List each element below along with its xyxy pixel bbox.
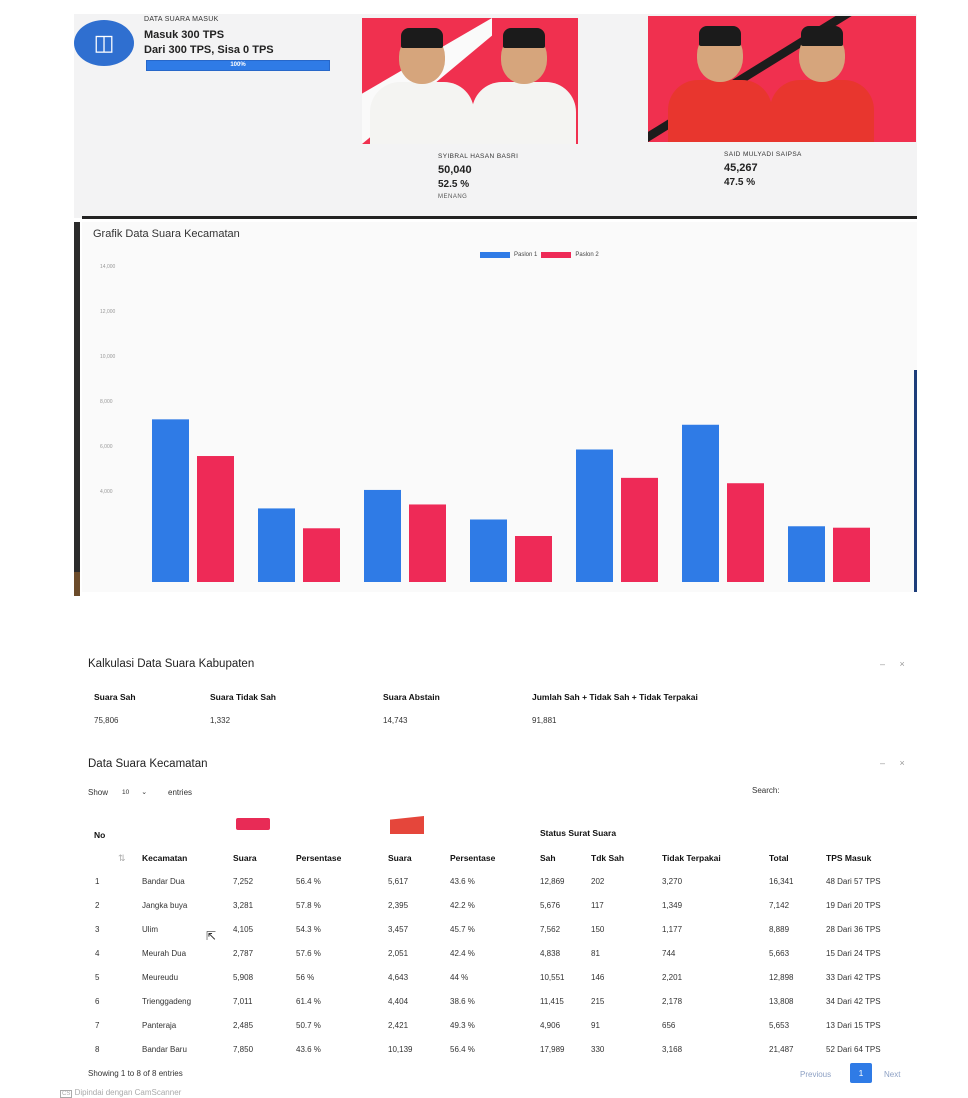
kecamatan-window-controls[interactable]: – × bbox=[880, 758, 911, 768]
pagination-previous[interactable]: Previous bbox=[800, 1070, 832, 1079]
table-cell-r8-c6: 17,989 bbox=[540, 1045, 565, 1054]
column-header-2[interactable]: Persentase bbox=[296, 853, 342, 863]
header-divider bbox=[82, 216, 917, 219]
mouse-cursor-icon: ⇱ bbox=[206, 929, 217, 943]
bar-bandar-dua-paslon-1[interactable] bbox=[152, 419, 189, 582]
pagination-next[interactable]: Next bbox=[884, 1070, 901, 1079]
table-cell-r4-c7: 81 bbox=[591, 949, 600, 958]
kalkulasi-header-jumlah: Jumlah Sah + Tidak Sah + Tidak Terpakai bbox=[532, 692, 698, 702]
table-cell-r3-c7: 150 bbox=[591, 925, 605, 934]
table-cell-r7-c2: 2,485 bbox=[233, 1021, 254, 1030]
table-cell-r2-c4: 2,395 bbox=[388, 901, 409, 910]
table-cell-r5-c7: 146 bbox=[591, 973, 605, 982]
table-cell-r6-c4: 4,404 bbox=[388, 997, 409, 1006]
table-cell-r5-c6: 10,551 bbox=[540, 973, 565, 982]
table-cell-r1-c3: 56.4 % bbox=[296, 877, 321, 886]
table-cell-r5-c10: 33 Dari 42 TPS bbox=[826, 973, 881, 982]
table-cell-r2-c7: 117 bbox=[591, 901, 604, 910]
vote-bar-chart bbox=[82, 240, 917, 590]
table-cell-r8-c5: 56.4 % bbox=[450, 1045, 475, 1054]
y-tick-label-1: 12,000 bbox=[100, 309, 116, 315]
column-header-0[interactable]: Kecamatan bbox=[142, 853, 188, 863]
table-cell-r4-c8: 744 bbox=[662, 949, 676, 958]
entries-select[interactable] bbox=[122, 786, 162, 798]
table-cell-r3-c1: Ulim bbox=[142, 925, 158, 934]
column-header-4[interactable]: Persentase bbox=[450, 853, 496, 863]
table-cell-r8-c0: 8 bbox=[95, 1045, 100, 1054]
table-cell-r5-c4: 4,643 bbox=[388, 973, 409, 982]
paslon-1-thumbnail bbox=[236, 818, 270, 830]
table-cell-r8-c8: 3,168 bbox=[662, 1045, 683, 1054]
table-cell-r8-c3: 43.6 % bbox=[296, 1045, 321, 1054]
legend-label-paslon-1[interactable]: Paslon 1 bbox=[514, 252, 538, 258]
photo-edge-tip bbox=[74, 572, 80, 596]
kalkulasi-header-sah: Suara Sah bbox=[94, 692, 136, 702]
status-surat-suara-header: Status Surat Suara bbox=[540, 828, 617, 838]
candidate-2-name: SAID MULYADI SAIPSA bbox=[724, 151, 802, 158]
show-label: Show bbox=[88, 788, 109, 797]
table-cell-r7-c1: Panteraja bbox=[142, 1021, 177, 1030]
table-cell-r7-c4: 2,421 bbox=[388, 1021, 409, 1030]
y-tick-label-0: 14,000 bbox=[100, 264, 116, 270]
chevron-down-icon: ⌄ bbox=[141, 789, 148, 796]
table-cell-r6-c10: 34 Dari 42 TPS bbox=[826, 997, 881, 1006]
kalkulasi-value-abstain: 14,743 bbox=[383, 716, 408, 725]
showing-entries-text: Showing 1 to 8 of 8 entries bbox=[88, 1069, 183, 1078]
table-cell-r4-c6: 4,838 bbox=[540, 949, 561, 958]
table-cell-r2-c9: 7,142 bbox=[769, 901, 790, 910]
table-cell-r1-c4: 5,617 bbox=[388, 877, 409, 886]
table-cell-r3-c3: 54.3 % bbox=[296, 925, 321, 934]
camscanner-text: Dipindai dengan CamScanner bbox=[74, 1088, 182, 1097]
column-header-7[interactable]: Tidak Terpakai bbox=[662, 853, 721, 863]
tps-progress-fill: 100% bbox=[147, 61, 329, 70]
chart-title: Grafik Data Suara Kecamatan bbox=[93, 228, 240, 240]
table-cell-r5-c3: 56 % bbox=[296, 973, 315, 982]
table-cell-r7-c10: 13 Dari 15 TPS bbox=[826, 1021, 881, 1030]
y-tick-label-2: 10,000 bbox=[100, 354, 116, 360]
entries-select-value: 10 bbox=[122, 788, 130, 796]
kecamatan-title: Data Suara Kecamatan bbox=[88, 758, 208, 770]
kalkulasi-title: Kalkulasi Data Suara Kabupaten bbox=[88, 658, 255, 670]
table-cell-r1-c10: 48 Dari 57 TPS bbox=[826, 877, 881, 886]
kalkulasi-window-controls[interactable]: – × bbox=[880, 659, 911, 669]
photo-edge bbox=[74, 222, 80, 596]
kalkulasi-value-sah: 75,806 bbox=[94, 716, 119, 725]
bar-trienggadeng-paslon-2[interactable] bbox=[727, 483, 764, 582]
table-cell-r2-c8: 1,349 bbox=[662, 901, 683, 910]
candidate-1-photo bbox=[362, 18, 578, 144]
camscanner-watermark bbox=[60, 1088, 181, 1097]
table-cell-r4-c3: 57.6 % bbox=[296, 949, 321, 958]
candidate-2-photo bbox=[648, 16, 916, 142]
table-cell-r4-c0: 4 bbox=[95, 949, 100, 958]
search-input[interactable] bbox=[795, 782, 910, 796]
bar-ulim-paslon-1[interactable] bbox=[364, 490, 401, 582]
candidate-1-name: SYIBRAL HASAN BASRI bbox=[438, 153, 519, 160]
y-tick-label-4: 6,000 bbox=[100, 444, 113, 450]
bar-jangka-buya-paslon-2[interactable] bbox=[303, 528, 340, 582]
table-cell-r5-c9: 12,898 bbox=[769, 973, 794, 982]
table-cell-r5-c8: 2,201 bbox=[662, 973, 683, 982]
table-cell-r4-c2: 2,787 bbox=[233, 949, 254, 958]
candidate-1-status: MENANG bbox=[438, 194, 468, 200]
table-cell-r6-c8: 2,178 bbox=[662, 997, 683, 1006]
masuk-tps-text: Masuk 300 TPS bbox=[144, 29, 225, 41]
table-cell-r1-c7: 202 bbox=[591, 877, 605, 886]
candidate-1-votes: 50,040 bbox=[438, 164, 472, 176]
table-cell-r7-c9: 5,653 bbox=[769, 1021, 790, 1030]
table-cell-r3-c0: 3 bbox=[95, 925, 100, 934]
bar-meurah-dua-paslon-1[interactable] bbox=[470, 519, 507, 582]
table-cell-r7-c7: 91 bbox=[591, 1021, 600, 1030]
table-cell-r4-c9: 5,663 bbox=[769, 949, 790, 958]
table-cell-r6-c2: 7,011 bbox=[233, 997, 253, 1006]
table-cell-r1-c8: 3,270 bbox=[662, 877, 683, 886]
table-cell-r6-c1: Trienggadeng bbox=[142, 997, 192, 1006]
table-cell-r5-c1: Meureudu bbox=[142, 973, 179, 982]
table-cell-r4-c10: 15 Dari 24 TPS bbox=[826, 949, 881, 958]
column-header-3[interactable]: Suara bbox=[388, 853, 412, 863]
y-tick-label-5: 4,000 bbox=[100, 489, 113, 495]
table-cell-r8-c10: 52 Dari 64 TPS bbox=[826, 1045, 881, 1054]
table-cell-r1-c5: 43.6 % bbox=[450, 877, 475, 886]
bar-panteraja-paslon-2[interactable] bbox=[833, 528, 870, 582]
kalkulasi-header-abstain: Suara Abstain bbox=[383, 692, 440, 702]
bar-trienggadeng-paslon-1[interactable] bbox=[682, 425, 719, 582]
table-cell-r2-c1: Jangka buya bbox=[142, 901, 188, 910]
table-cell-r3-c8: 1,177 bbox=[662, 925, 683, 934]
candidate-1-percent: 52.5 % bbox=[438, 179, 470, 190]
table-cell-r7-c6: 4,906 bbox=[540, 1021, 561, 1030]
kalkulasi-header-tidak-sah: Suara Tidak Sah bbox=[210, 692, 276, 702]
table-cell-r1-c9: 16,341 bbox=[769, 877, 794, 886]
bar-jangka-buya-paslon-1[interactable] bbox=[258, 508, 295, 582]
table-cell-r6-c3: 61.4 % bbox=[296, 997, 321, 1006]
ballot-box-icon: ◫ bbox=[74, 20, 134, 66]
table-cell-r6-c5: 38.6 % bbox=[450, 997, 475, 1006]
table-cell-r3-c2: 4,105 bbox=[233, 925, 254, 934]
table-cell-r3-c5: 45.7 % bbox=[450, 925, 475, 934]
bar-meureudu-paslon-1[interactable] bbox=[576, 449, 613, 582]
table-cell-r5-c0: 5 bbox=[95, 973, 100, 982]
sisa-tps-text: Dari 300 TPS, Sisa 0 TPS bbox=[144, 44, 274, 56]
table-cell-r3-c10: 28 Dari 36 TPS bbox=[826, 925, 881, 934]
bar-panteraja-paslon-1[interactable] bbox=[788, 526, 825, 582]
table-cell-r2-c10: 19 Dari 20 TPS bbox=[826, 901, 881, 910]
table-cell-r4-c4: 2,051 bbox=[388, 949, 409, 958]
table-cell-r1-c0: 1 bbox=[95, 877, 100, 886]
column-header-1[interactable]: Suara bbox=[233, 853, 257, 863]
bar-ulim-paslon-2[interactable] bbox=[409, 504, 446, 582]
legend-label-paslon-2[interactable]: Paslon 2 bbox=[575, 252, 599, 258]
table-cell-r8-c4: 10,139 bbox=[388, 1045, 413, 1054]
camscanner-logo-icon: CS bbox=[62, 1091, 71, 1097]
bar-meureudu-paslon-2[interactable] bbox=[621, 478, 658, 582]
table-cell-r1-c1: Bandar Dua bbox=[142, 877, 185, 886]
bar-meurah-dua-paslon-2[interactable] bbox=[515, 536, 552, 582]
table-cell-r8-c2: 7,850 bbox=[233, 1045, 254, 1054]
table-cell-r7-c0: 7 bbox=[95, 1021, 100, 1030]
column-header-no[interactable]: No bbox=[94, 830, 106, 840]
candidate-2-votes: 45,267 bbox=[724, 162, 758, 174]
table-cell-r2-c3: 57.8 % bbox=[296, 901, 321, 910]
pagination-page-1[interactable]: 1 bbox=[850, 1063, 872, 1083]
bar-bandar-dua-paslon-2[interactable] bbox=[197, 456, 234, 582]
entries-label: entries bbox=[168, 788, 193, 797]
kalkulasi-value-jumlah: 91,881 bbox=[532, 716, 557, 725]
table-cell-r2-c2: 3,281 bbox=[233, 901, 254, 910]
tps-progress-bar bbox=[146, 60, 330, 71]
search-label: Search: bbox=[752, 786, 780, 795]
table-cell-r7-c8: 656 bbox=[662, 1021, 676, 1030]
column-header-9[interactable]: TPS Masuk bbox=[826, 853, 872, 863]
table-cell-r6-c6: 11,415 bbox=[540, 997, 564, 1006]
table-cell-r6-c0: 6 bbox=[95, 997, 100, 1006]
column-header-6[interactable]: Tdk Sah bbox=[591, 853, 625, 863]
table-cell-r2-c5: 42.2 % bbox=[450, 901, 475, 910]
table-cell-r1-c6: 12,869 bbox=[540, 877, 565, 886]
column-header-5[interactable]: Sah bbox=[540, 853, 556, 863]
table-cell-r1-c2: 7,252 bbox=[233, 877, 254, 886]
paslon-2-thumbnail bbox=[390, 816, 424, 834]
data-suara-caption: DATA SUARA MASUK bbox=[144, 16, 219, 23]
table-cell-r2-c0: 2 bbox=[95, 901, 100, 910]
candidate-2-percent: 47.5 % bbox=[724, 177, 756, 188]
table-cell-r8-c7: 330 bbox=[591, 1045, 605, 1054]
table-cell-r5-c5: 44 % bbox=[450, 973, 469, 982]
sort-icon[interactable]: ⇅ bbox=[118, 853, 126, 863]
table-cell-r5-c2: 5,908 bbox=[233, 973, 254, 982]
table-cell-r8-c1: Bandar Baru bbox=[142, 1045, 187, 1054]
y-tick-label-3: 8,000 bbox=[100, 399, 113, 405]
table-cell-r4-c1: Meurah Dua bbox=[142, 949, 187, 958]
table-cell-r7-c3: 50.7 % bbox=[296, 1021, 321, 1030]
table-cell-r7-c5: 49.3 % bbox=[450, 1021, 475, 1030]
kalkulasi-value-tidak-sah: 1,332 bbox=[210, 716, 231, 725]
table-cell-r6-c9: 13,808 bbox=[769, 997, 794, 1006]
table-cell-r6-c7: 215 bbox=[591, 997, 605, 1006]
table-cell-r2-c6: 5,676 bbox=[540, 901, 561, 910]
table-cell-r8-c9: 21,487 bbox=[769, 1045, 794, 1054]
table-cell-r3-c6: 7,562 bbox=[540, 925, 561, 934]
column-header-8[interactable]: Total bbox=[769, 853, 789, 863]
table-cell-r3-c9: 8,889 bbox=[769, 925, 790, 934]
table-cell-r3-c4: 3,457 bbox=[388, 925, 409, 934]
table-cell-r4-c5: 42.4 % bbox=[450, 949, 475, 958]
